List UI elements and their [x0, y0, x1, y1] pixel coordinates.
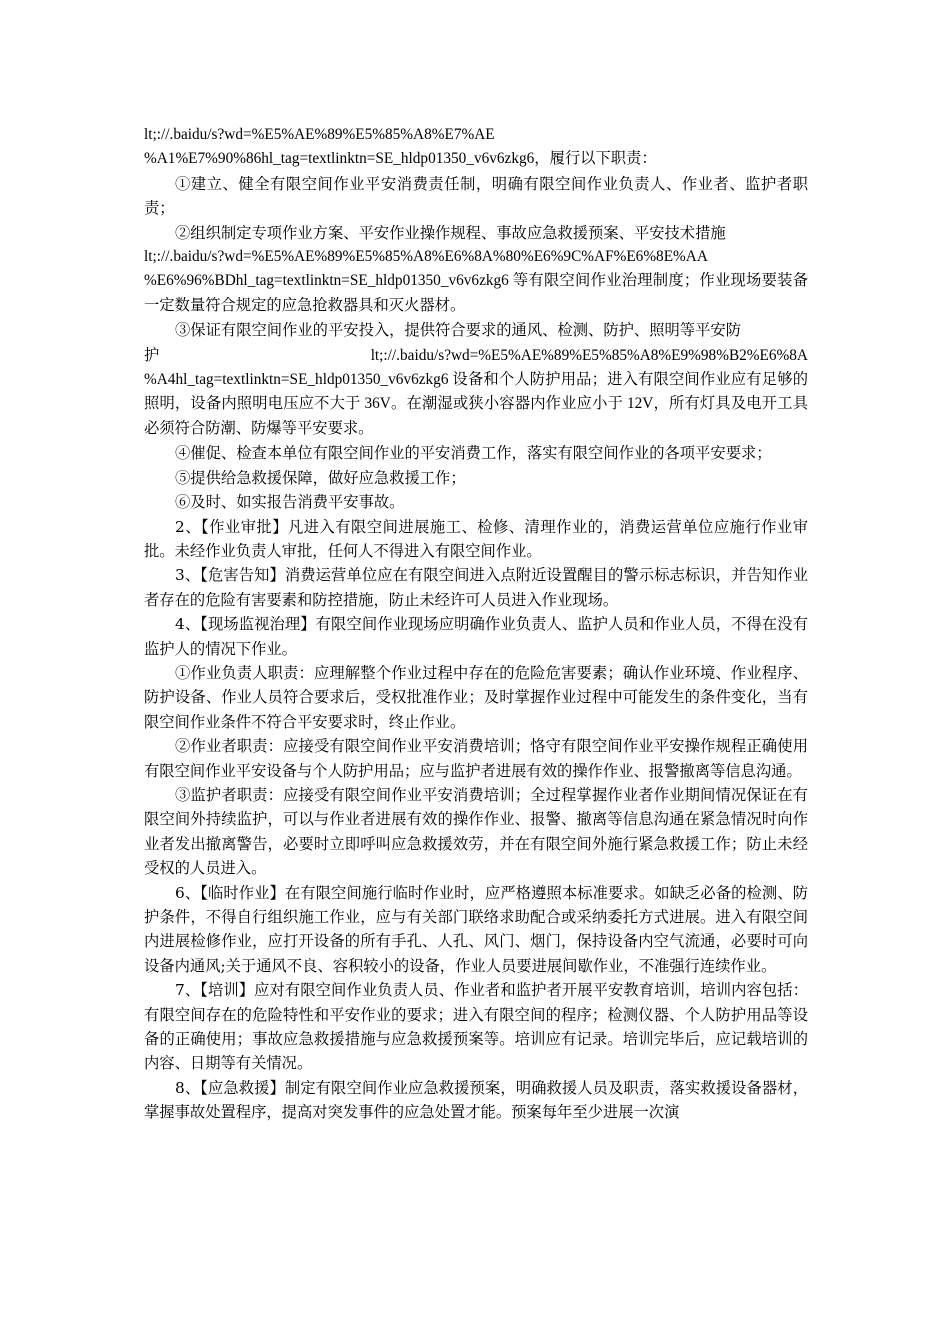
duty-item-2: ②组织制定专项作业方案、平安作业操作规程、事故应急救援预案、平安技术措施	[175, 223, 726, 242]
section-training: 7、【培训】应对有限空间作业负责人员、作业者和监护者开展平安教育培训，培训内容包括：有限空间存在的危险特性和平安作业的要求；进入有限空间的程序；检测仪器、个人防护用品等设备的正确使用；事故应急救援措施与应急救援预案等。培训应有记录。培训完毕后，应记载培训的内容、日期等有关情况。	[144, 981, 808, 1073]
url-line: lt;://.baidu/s?wd=%E5%AE%89%E5%85%A8%E9%98%B2%E6%8A	[370, 346, 808, 364]
duty-item-3: ③保证有限空间作业的平安投入，提供符合要求的通风、检测、防护、照明等平安防	[175, 321, 741, 340]
duty-item-3-word: 护	[144, 345, 263, 364]
duty-item-2-continued: %E6%96%BDhl_tag=textlinktn=SE_hldp01350_v6v6zkg6 等有限空间作业治理制度；作业现场要装备一定数量符合规定的应急抢救器具和灭火器材。	[144, 272, 808, 314]
section-site-supervision: 4、【现场监视治理】有限空间作业现场应明确作业负责人、监护人员和作业人员，不得在没有监护人的情况下作业。	[144, 615, 808, 658]
url-line: lt;://.baidu/s?wd=%E5%AE%89%E5%85%A8%E7%AE	[144, 126, 495, 143]
worker-duties: ②作业者职责：应接受有限空间作业平安消费培训；恪守有限空间作业平安操作规程正确使用有限空间作业平安设备与个人防护用品；应与监护者进展有效的操作作业、报警撤离等信息沟通。	[144, 737, 808, 780]
duty-item-5: ⑤提供给急救援保障，做好应急救援工作；	[175, 468, 466, 487]
section-temporary-work: 6、【临时作业】在有限空间施行临时作业时，应严格遵照本标准要求。如缺乏必备的检测、防护条件，不得自行组织施工作业，应与有关部门联络求助配合或采纳委托方式进展。进入有限空间内进展检修作业，应打开设备的所有手孔、人孔、风门、烟门，保持设备内空气流通，必要时可向设备内通风;关于通风不良、容积较小的设备，作业人员要进展间歇作业，不准强行连续作业。	[144, 883, 808, 975]
document-body	[144, 123, 808, 1125]
duty-item-1: ①建立、健全有限空间作业平安消费责任制，明确有限空间作业负责人、作业者、监护者职责；	[144, 174, 808, 218]
duty-item-4: ④催促、检查本单位有限空间作业的平安消费工作，落实有限空间作业的各项平安要求；	[175, 444, 772, 463]
work-leader-duties: ①作业负责人职责：应理解整个作业过程中存在的危险危害要素；确认作业环境、作业程序、防护设备、作业人员符合要求后，受权批准作业；及时掌握作业过程中可能发生的条件变化，当有限空间作业条件不符合平安要求时，终止作业。	[144, 663, 808, 731]
url-line: lt;://.baidu/s?wd=%E5%AE%89%E5%85%A8%E6%8A%80%E6%9C%AF%E6%8E%AA	[144, 248, 708, 266]
section-hazard-notice: 3、【危害告知】消费运营单位应在有限空间进入点附近设置醒目的警示标志标识，并告知作业者存在的危险有害要素和防控措施，防止未经许可人员进入作业现场。	[144, 566, 808, 609]
url-line-continued: %A1%E7%90%86hl_tag=textlinktn=SE_hldp01350_v6v6zkg6，履行以下职责：	[144, 150, 657, 168]
duty-item-3-continued: %A4hl_tag=textlinktn=SE_hldp01350_v6v6zkg6 设备和个人防护用品；进入有限空间作业应有足够的照明，设备内照明电压应不大于 36V。在潮湿或狭小容器内作业应小于 12V，所有灯具及电开工具必须符合防潮、防爆等平安要求。	[144, 371, 808, 437]
section-work-approval: 2、【作业审批】凡进入有限空间进展施工、检修、清理作业的，消费运营单位应施行作业审批。未经作业负责人审批，任何人不得进入有限空间作业。	[144, 517, 808, 560]
guardian-duties: ③监护者职责：应接受有限空间作业平安消费培训；全过程掌握作业者作业期间情况保证在有限空间外持续监护，可以与作业者进展有效的操作作业、报警、撤离等信息沟通在紧急情况时向作业者发出撤离警告，必要时立即呼叫应急救援效劳，并在有限空间外施行紧急救援工作；防止未经受权的人员进入。	[144, 785, 808, 878]
duty-item-6: ⑥及时、如实报告消费平安事故。	[175, 493, 405, 512]
duty-item-3-url-line	[144, 343, 808, 368]
section-emergency-rescue: 8、【应急救援】制定有限空间作业应急救援预案，明确救援人员及职责，落实救援设备器材，掌握事故处置程序，提高对突发事件的应急处置才能。预案每年至少进展一次演	[144, 1078, 808, 1122]
